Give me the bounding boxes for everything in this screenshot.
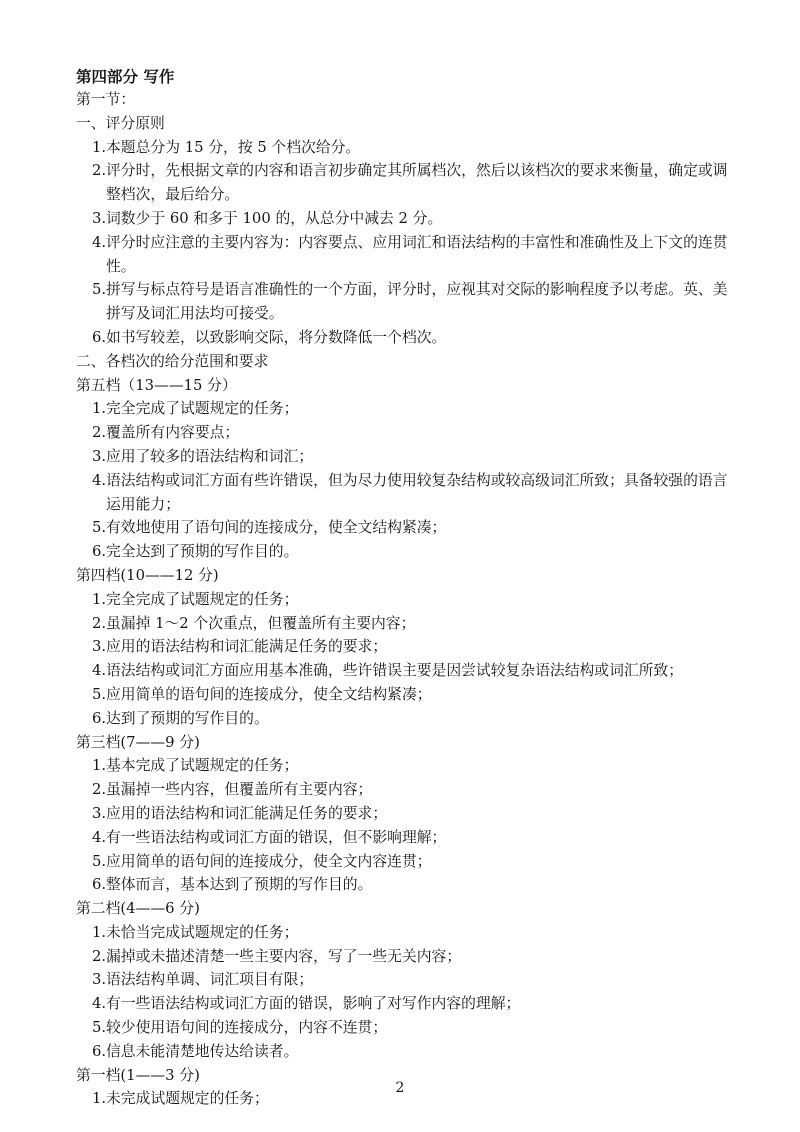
item-text: 如书写较差，以致影响交际，将分数降低一个档次。	[106, 328, 447, 346]
list-item	[76, 754, 732, 778]
item-number: 4.	[92, 662, 107, 680]
item-text: 应用了较多的语法结构和词汇；	[106, 447, 314, 465]
item-text: 漏掉或未描述清楚一些主要内容，写了一些无关内容；	[106, 947, 462, 965]
item-number: 1.	[92, 590, 107, 608]
item-number: 6.	[92, 1042, 107, 1060]
list-item	[76, 945, 732, 969]
item-text: 语法结构或词汇方面应用基本准确，些许错误主要是因尝试较复杂语法结构或词汇所致；	[106, 662, 684, 680]
level-criteria-list	[76, 588, 732, 731]
item-text: 覆盖所有内容要点；	[106, 424, 240, 442]
item-number: 5.	[92, 1019, 107, 1037]
item-text: 语法结构或词汇方面有些许错误，但为尽力使用较复杂结构或较高级词汇所致；具备较强的语言运用能力；	[106, 471, 728, 513]
item-text: 虽漏掉一些内容，但覆盖所有主要内容；	[106, 781, 373, 799]
item-text: 较少使用语句间的连接成分，内容不连贯；	[106, 1019, 388, 1037]
item-text: 有效地使用了语句间的连接成分，使全文结构紧凑；	[106, 519, 447, 537]
item-text: 达到了预期的写作目的。	[106, 709, 269, 727]
item-number: 6.	[92, 876, 107, 894]
level-criteria-list	[76, 754, 732, 897]
list-item	[76, 921, 732, 945]
item-number: 1.	[92, 923, 107, 941]
list-item	[76, 659, 732, 683]
level-heading: 第四档(10——12 分)	[76, 566, 219, 584]
principles-list	[76, 136, 732, 350]
principles-heading: 一、评分原则	[76, 114, 165, 132]
item-number: 3.	[92, 971, 107, 989]
item-number: 4.	[92, 828, 107, 846]
item-number: 3.	[92, 638, 107, 656]
item-number: 5.	[92, 281, 107, 299]
item-text: 未恰当完成试题规定的任务；	[106, 923, 299, 941]
item-text: 未完成试题规定的任务；	[106, 1090, 269, 1108]
list-item	[76, 397, 732, 421]
list-item	[76, 516, 732, 540]
item-number: 6.	[92, 709, 107, 727]
list-item	[76, 826, 732, 850]
item-text: 语法结构单调、词汇项目有限；	[106, 971, 314, 989]
list-item	[76, 421, 732, 445]
list-item	[76, 635, 732, 659]
item-number: 1.	[92, 757, 107, 775]
list-item	[76, 850, 732, 874]
item-number: 5.	[92, 685, 107, 703]
item-text: 评分时应注意的主要内容为：内容要点、应用词汇和语法结构的丰富性和准确性及上下文的连贯性。	[106, 233, 728, 275]
list-item	[76, 326, 732, 350]
list-item	[76, 707, 732, 731]
item-number: 3.	[92, 804, 107, 822]
item-text: 完全完成了试题规定的任务；	[106, 590, 299, 608]
list-item	[76, 588, 732, 612]
list-item	[76, 159, 732, 207]
level-criteria-list	[76, 921, 732, 1064]
list-item	[76, 992, 732, 1016]
item-text: 应用简单的语句间的连接成分，使全文结构紧凑；	[106, 685, 432, 703]
item-text: 基本完成了试题规定的任务；	[106, 757, 299, 775]
item-number: 4.	[92, 995, 107, 1013]
item-text: 应用的语法结构和词汇能满足任务的要求；	[106, 638, 388, 656]
list-item	[76, 968, 732, 992]
item-text: 词数少于 60 和多于 100 的，从总分中减去 2 分。	[106, 209, 443, 227]
item-text: 应用简单的语句间的连接成分，使全文内容连贯；	[106, 852, 432, 870]
list-item	[76, 207, 732, 231]
item-text: 本题总分为 15 分，按 5 个档次给分。	[106, 138, 361, 156]
item-number: 1.	[92, 1090, 107, 1108]
item-number: 3.	[92, 447, 107, 465]
levels-heading: 二、各档次的给分范围和要求	[76, 352, 269, 370]
item-number: 2.	[92, 947, 107, 965]
item-number: 2.	[92, 162, 107, 180]
list-item	[76, 683, 732, 707]
section-title: 第四部分 写作	[76, 67, 175, 86]
list-item	[76, 540, 732, 564]
list-item	[76, 445, 732, 469]
item-number: 2.	[92, 781, 107, 799]
list-item	[76, 1016, 732, 1040]
level-heading: 第三档(7——9 分)	[76, 733, 200, 751]
item-text: 完全完成了试题规定的任务；	[106, 400, 299, 418]
list-item	[76, 1040, 732, 1064]
item-number: 3.	[92, 209, 107, 227]
item-text: 有一些语法结构或词汇方面的错误，但不影响理解；	[106, 828, 447, 846]
list-item	[76, 802, 732, 826]
item-number: 5.	[92, 852, 107, 870]
list-item	[76, 231, 732, 279]
list-item	[76, 278, 732, 326]
item-number: 2.	[92, 614, 107, 632]
item-text: 拼写与标点符号是语言准确性的一个方面，评分时，应视其对交际的影响程度予以考虑。英、美拼写及词汇用法均可接受。	[106, 281, 728, 323]
item-number: 1.	[92, 400, 107, 418]
item-text: 信息未能清楚地传达给读者。	[106, 1042, 299, 1060]
item-number: 2.	[92, 424, 107, 442]
item-number: 4.	[92, 471, 107, 489]
item-number: 6.	[92, 543, 107, 561]
list-item	[76, 873, 732, 897]
level-heading: 第五档（13——15 分）	[76, 376, 237, 394]
list-item	[76, 612, 732, 636]
item-text: 完全达到了预期的写作目的。	[106, 543, 299, 561]
item-text: 整体而言，基本达到了预期的写作目的。	[106, 876, 373, 894]
level-criteria-list	[76, 397, 732, 564]
item-number: 4.	[92, 233, 107, 251]
item-text: 评分时，先根据文章的内容和语言初步确定其所属档次，然后以该档次的要求来衡量，确定或调整档次，最后给分。	[106, 162, 728, 204]
level-heading: 第二档(4——6 分)	[76, 900, 200, 918]
level-heading: 第一档(1——3 分)	[76, 1066, 200, 1084]
list-item	[76, 469, 732, 517]
item-number: 1.	[92, 138, 107, 156]
page-number: 2	[395, 1080, 405, 1096]
item-text: 应用的语法结构和词汇能满足任务的要求；	[106, 804, 388, 822]
item-number: 6.	[92, 328, 107, 346]
item-number: 5.	[92, 519, 107, 537]
subsection-heading: 第一节：	[76, 91, 136, 108]
document-content	[76, 66, 732, 1111]
item-text: 虽漏掉 1～2 个次重点，但覆盖所有主要内容；	[106, 614, 416, 632]
list-item	[76, 136, 732, 160]
item-text: 有一些语法结构或词汇方面的错误，影响了对写作内容的理解；	[106, 995, 521, 1013]
list-item	[76, 778, 732, 802]
